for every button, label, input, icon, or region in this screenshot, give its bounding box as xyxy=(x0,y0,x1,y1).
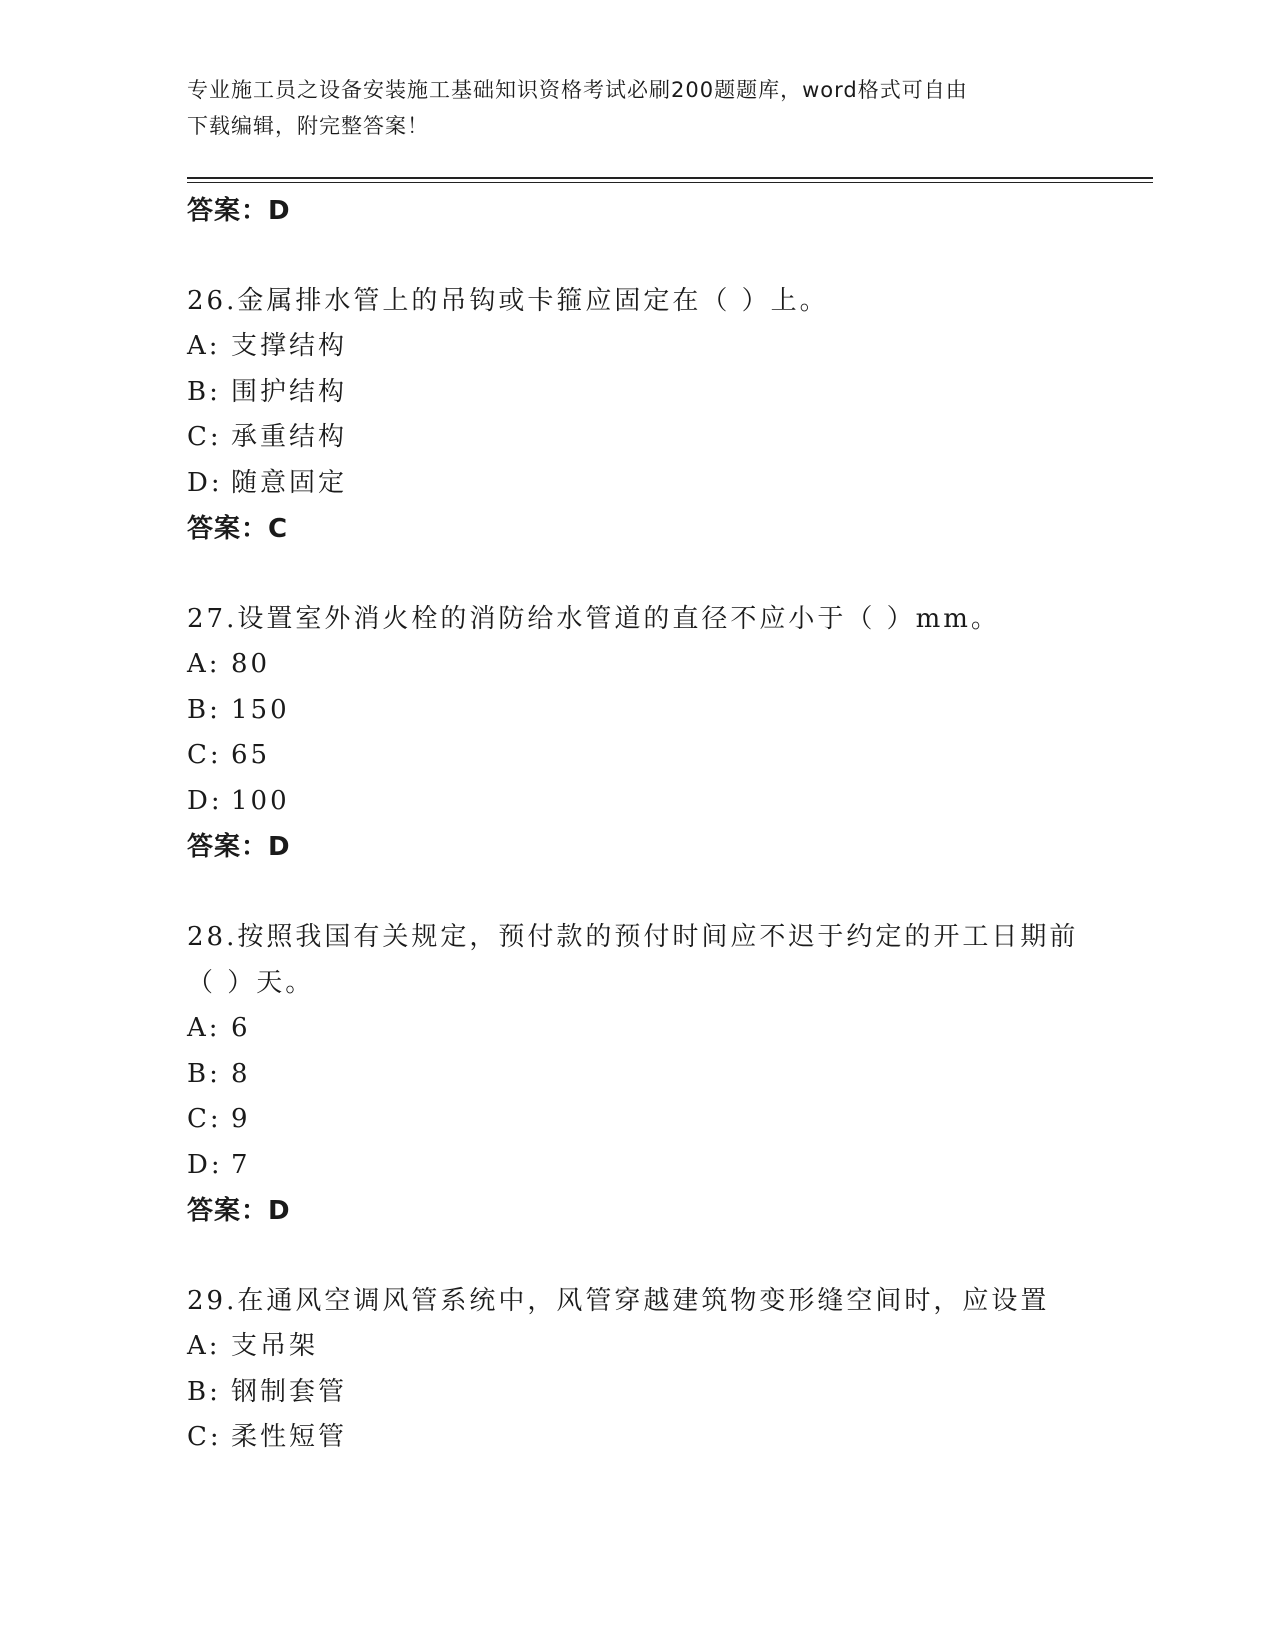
answer-option xyxy=(187,1370,1147,1416)
answer-option xyxy=(187,1006,1147,1052)
header-line-1: 专业施工员之设备安装施工基础知识资格考试必刷200题题库，word格式可自由 xyxy=(187,78,968,102)
option-text: 100 xyxy=(231,785,290,816)
answer-option xyxy=(187,688,1147,734)
option-key: B: xyxy=(187,1058,221,1089)
header-line-2: 下载编辑，附完整答案！ xyxy=(187,114,429,138)
answer-option xyxy=(187,1415,1147,1461)
option-key: B: xyxy=(187,376,221,407)
question-stem: 28.按照我国有关规定，预付款的预付时间应不迟于约定的开工日期前 xyxy=(187,922,1079,952)
header-divider-thin xyxy=(187,182,1153,183)
answer-option xyxy=(187,733,1147,779)
document-header xyxy=(187,72,1087,144)
option-key: A: xyxy=(187,1013,221,1043)
questions-container xyxy=(187,278,1147,1461)
question-stem: 26.金属排水管上的吊钩或卡箍应固定在（ ）上。 xyxy=(187,286,829,316)
answer-option xyxy=(187,415,1147,461)
option-key: C: xyxy=(187,422,222,452)
answer-option xyxy=(187,1143,1147,1189)
answer-option xyxy=(187,461,1147,507)
question-stem: 29.在通风空调风管系统中，风管穿越建筑物变形缝空间时，应设置 xyxy=(187,1286,1050,1316)
option-text: 支吊架 xyxy=(231,1331,319,1361)
answer-line: 答案：D xyxy=(187,196,291,226)
answer-line: 答案：C xyxy=(187,514,289,544)
answer-option xyxy=(187,1097,1147,1143)
option-key: B: xyxy=(187,1376,221,1407)
option-key: D: xyxy=(187,467,223,498)
option-text: 80 xyxy=(231,649,271,679)
question-block xyxy=(187,596,1147,870)
option-text: 随意固定 xyxy=(231,467,348,498)
answer-option xyxy=(187,324,1147,370)
option-text: 65 xyxy=(231,740,271,770)
answer-line: 答案：D xyxy=(187,1196,291,1226)
option-text: 150 xyxy=(231,694,290,725)
option-text: 围护结构 xyxy=(231,376,348,407)
option-key: D: xyxy=(187,1149,223,1180)
option-key: C: xyxy=(187,1104,222,1134)
option-text: 支撑结构 xyxy=(231,331,348,361)
option-key: B: xyxy=(187,694,221,725)
question-stem: 27.设置室外消火栓的消防给水管道的直径不应小于（ ）mm。 xyxy=(187,604,1000,634)
question-stem: （ ）天。 xyxy=(187,968,315,998)
answer-option xyxy=(187,1324,1147,1370)
answer-option xyxy=(187,370,1147,416)
option-text: 6 xyxy=(231,1013,251,1043)
question-block xyxy=(187,914,1147,1234)
question-block xyxy=(187,1278,1147,1461)
option-key: A: xyxy=(187,331,221,361)
option-key: C: xyxy=(187,740,222,770)
option-key: D: xyxy=(187,785,223,816)
answer-option xyxy=(187,1052,1147,1098)
question-block xyxy=(187,278,1147,552)
answer-option xyxy=(187,779,1147,825)
answer-line: 答案：D xyxy=(187,832,291,862)
option-text: 柔性短管 xyxy=(231,1422,348,1452)
header-divider-thick xyxy=(187,177,1153,179)
option-text: 钢制套管 xyxy=(231,1376,348,1407)
question-list xyxy=(187,188,1147,1461)
option-text: 8 xyxy=(231,1058,251,1089)
option-text: 承重结构 xyxy=(231,422,348,452)
answer-option xyxy=(187,642,1147,688)
option-key: C: xyxy=(187,1422,222,1452)
option-key: A: xyxy=(187,649,221,679)
option-text: 9 xyxy=(231,1104,251,1134)
option-key: A: xyxy=(187,1331,221,1361)
option-text: 7 xyxy=(231,1149,251,1180)
